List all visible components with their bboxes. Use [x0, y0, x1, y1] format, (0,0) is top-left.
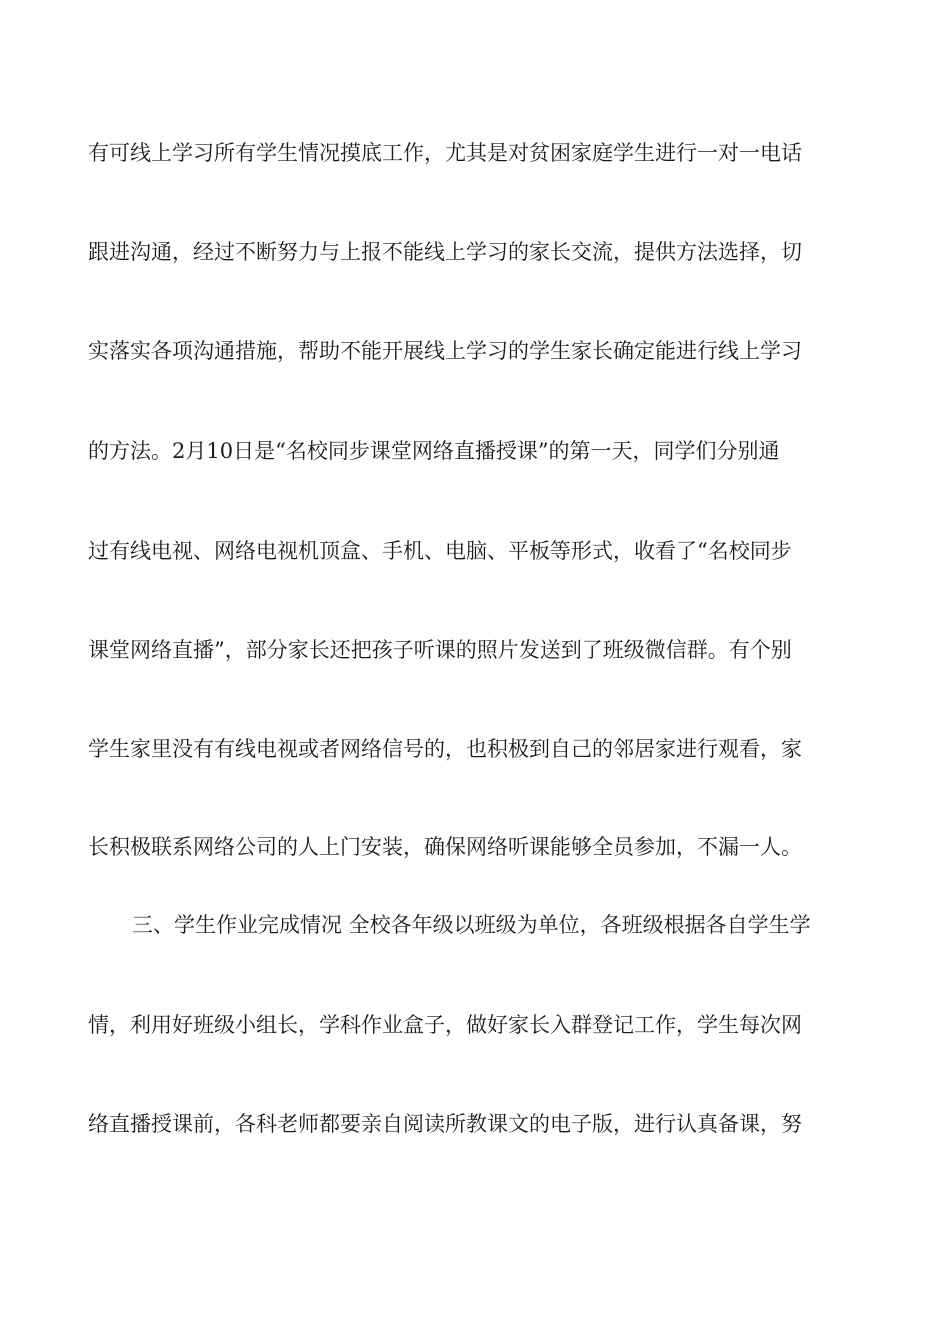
- text-line: 有可线上学习所有学生情况摸底工作，尤其是对贫困家庭学生进行一对一电话: [88, 141, 802, 165]
- text-line: 的方法。2月10日是“名校同步课堂网络直播授课”的第一天，同学们分别通: [88, 439, 780, 463]
- text-line: 实落实各项沟通措施，帮助不能开展线上学习的学生家长确定能进行线上学习: [88, 339, 802, 363]
- text-line: 学生家里没有有线电视或者网络信号的，也积极到自己的邻居家进行观看，家: [88, 737, 802, 761]
- section-heading-line: 三、学生作业完成情况 全校各年级以班级为单位，各班级根据各自学生学: [132, 913, 811, 937]
- text-line: 情，利用好班级小组长，学科作业盒子，做好家长入群登记工作，学生每次网: [88, 1013, 802, 1037]
- text-line: 课堂网络直播”，部分家长还把孩子听课的照片发送到了班级微信群。有个别: [88, 638, 792, 662]
- text-line: 长积极联系网络公司的人上门安装，确保网络听课能够全员参加，不漏一人。: [88, 835, 802, 859]
- text-line: 过有线电视、网络电视机顶盒、手机、电脑、平板等形式，收看了“名校同步: [88, 539, 792, 563]
- text-line: 跟进沟通，经过不断努力与上报不能线上学习的家长交流，提供方法选择，切: [88, 240, 802, 264]
- text-line: 络直播授课前，各科老师都要亲自阅读所教课文的电子版，进行认真备课，努: [88, 1112, 802, 1136]
